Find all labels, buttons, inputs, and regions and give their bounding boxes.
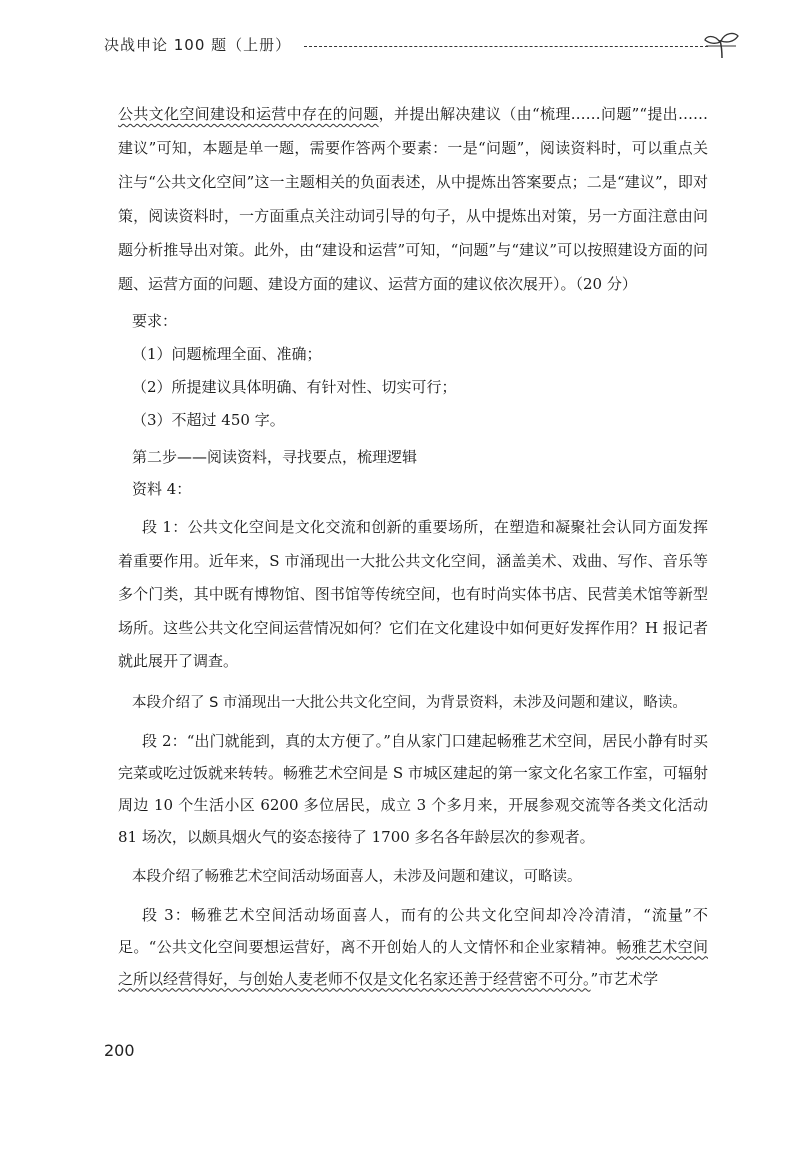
paragraph-2: 段 2：“出门就能到，真的太方便了。”自从家门口建起畅雅艺术空间，居民小静有时买完菜或吃过饭就来转转。畅雅艺术空间是 S 市城区建起的第一家文化名家工作室，可辐射周边 10 个生活小区 6200 多位居民，成立 3 个多月来，开展参观交流等各类文化活动 81 场次，以颇具烟火气的姿态接待了 1700 多名各年龄层次的参观者。 — [118, 731, 708, 846]
paragraph-3-tail: ”市艺术学 — [590, 969, 659, 988]
intro-text: ，并提出解决建议（由“梳理……问题”“提出……建议”可知，本题是单一题，需要作答两个要素：一是“问题”，阅读资料时，可以重点关注与“公共文化空间”这一主题相关的负面表述，从中提炼出答案要点；二是“建议”，即对策，阅读资料时，一方面重点关注动词引导的句子，从中提炼出对策，另一方面注意由问题分析推导出对策。此外，由“建设和运营”可知，“问题”与“建议”可以按照建设方面的问题、运营方面的问题、建设方面的建议、运营方面的建议依次展开）。（20 分） — [118, 105, 708, 293]
requirement-item: （3）不超过 450 字。 — [132, 411, 285, 429]
paragraph-1: 段 1：公共文化空间是文化交流和创新的重要场所，在塑造和凝聚社会认同方面发挥着重要作用。近年来，S 市涌现出一大批公共文化空间，涵盖美术、戏曲、写作、音乐等多个门类，其中既有博物馆、图书馆等传统空间，也有时尚实体书店、民营美术馆等新型场所。这些公共文化空间运营情况如何？它们在文化建设中如何更好发挥作用？H 报记者就此展开了调查。 — [118, 518, 708, 670]
paragraph-3-text: 段 3：畅雅艺术空间活动场面喜人，而有的公共文化空间却冷冷清清，“流量”不足。“公共文化空间要想运营好，离不开创始人的人文情怀和企业家精神。 — [118, 905, 708, 956]
requirements — [132, 305, 708, 437]
page-number: 200 — [104, 1041, 135, 1060]
page-header — [104, 30, 744, 64]
requirement-item: （2）所提建议具体明确、有针对性、切实可行； — [132, 378, 457, 396]
paragraph-3-underlined: 畅雅艺术空间之所以经营得好，与创始人麦老师不仅是文化名家还善于经营密不可分。 — [118, 937, 708, 988]
book-title: 决战申论 100 题（上册） — [104, 36, 292, 54]
underlined-lead: 公共文化空间建设和运营中存在的问题 — [118, 105, 379, 123]
requirements-heading: 要求： — [132, 312, 178, 330]
paragraph-1-note: 本段介绍了 S 市涌现出一大批公共文化空间，为背景资料，未涉及问题和建议，略读。 — [132, 694, 687, 711]
paragraph-3 — [118, 899, 708, 995]
sprout-icon — [702, 30, 742, 60]
step-heading: 第二步——阅读资料，寻找要点，梳理逻辑 — [132, 448, 418, 466]
page-body — [118, 97, 708, 995]
paragraph-2-note: 本段介绍了畅雅艺术空间活动场面喜人，未涉及问题和建议，可略读。 — [132, 868, 582, 885]
intro-paragraph — [118, 97, 708, 301]
requirement-item: （1）问题梳理全面、准确； — [132, 345, 322, 363]
header-rule — [304, 46, 708, 47]
material-label: 资料 4： — [132, 480, 192, 498]
